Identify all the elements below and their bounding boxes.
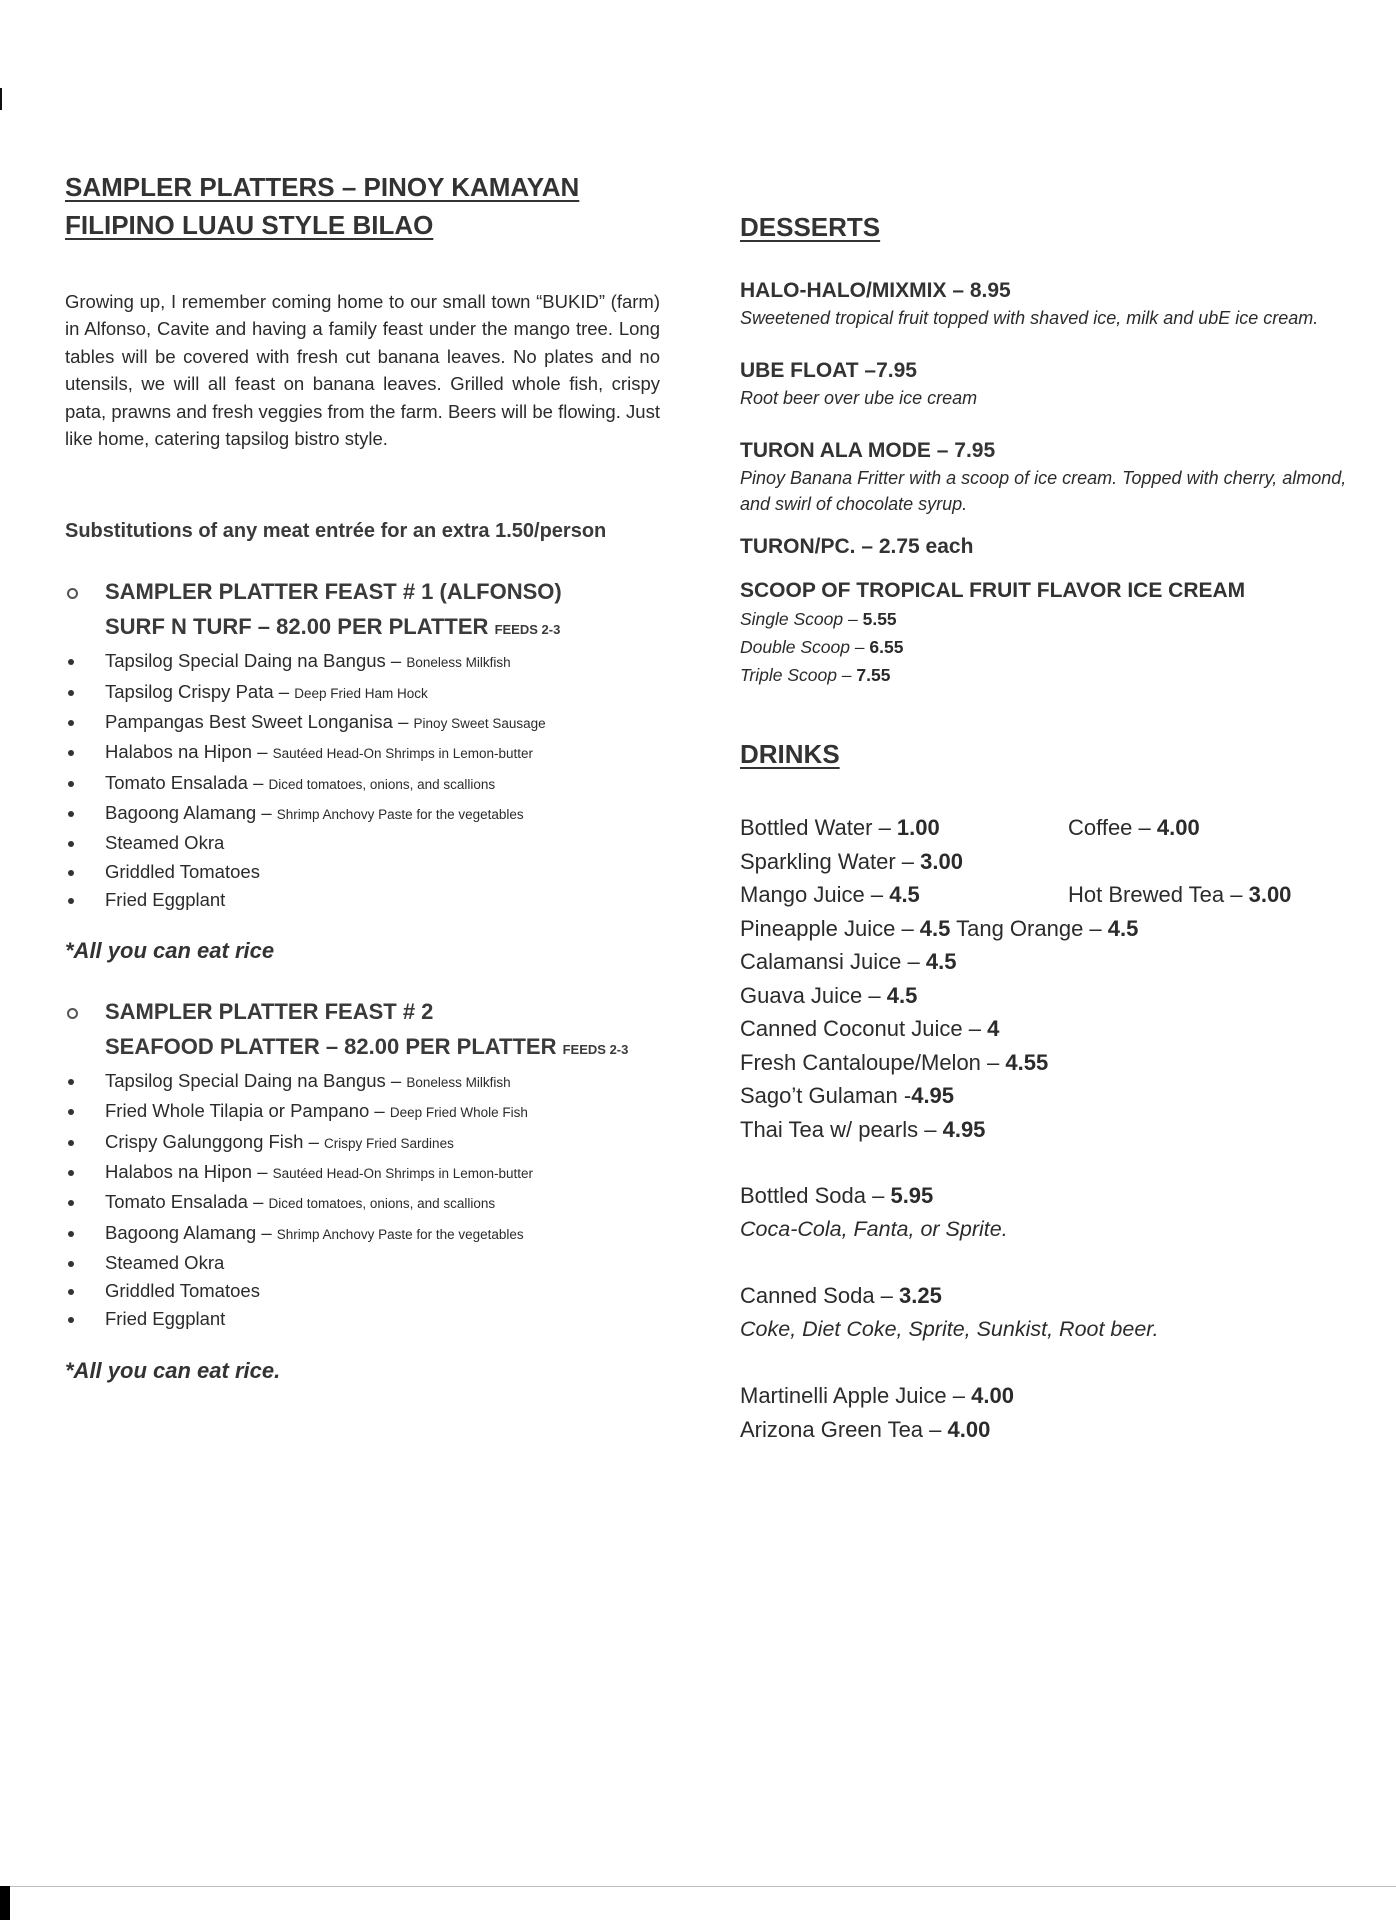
drink-price: 4.95: [911, 1083, 955, 1108]
circle-bullet-icon: [67, 588, 78, 599]
item-desc: Sautéed Head-On Shrimps in Lemon-butter: [272, 1166, 534, 1181]
drink-tang-orange: [950, 916, 1138, 941]
item-desc: Pinoy Sweet Sausage: [413, 716, 546, 732]
drink-row: [740, 1379, 1380, 1413]
list-item: [65, 738, 660, 768]
drink-row: [740, 811, 1380, 845]
item-desc: Shrimp Anchovy Paste for the vegetables: [276, 1226, 524, 1242]
dessert-ice-cream-scoops: [740, 577, 1380, 689]
dessert-halo-halo: [740, 277, 1380, 331]
desserts-drinks-column: [740, 210, 1380, 1446]
list-item: [65, 1067, 660, 1097]
list-item: [65, 647, 660, 677]
item-name: Fried Whole Tilapia or Pampano –: [105, 1100, 390, 1122]
dessert-name: UBE FLOAT –7.95: [740, 359, 917, 382]
item-name: Fried Eggplant: [105, 888, 226, 910]
drink-price: 4.00: [947, 1416, 991, 1442]
drink-name: Fresh Cantaloupe/Melon –: [740, 1049, 1006, 1075]
feast-2-feeds: FEEDS 2-3: [562, 1042, 629, 1058]
sampler-platters-column: [65, 168, 660, 1386]
drinks-list: [740, 811, 1380, 1446]
item-desc: Boneless Milkfish: [406, 655, 511, 671]
list-item: [65, 886, 660, 914]
item-name: Steamed Okra: [105, 1251, 225, 1273]
list-item: [65, 678, 660, 708]
drink-mango-juice: [740, 882, 920, 907]
drink-price: 4.00: [971, 1383, 1014, 1408]
drink-price: 4.00: [1156, 815, 1200, 840]
drink-name: Guava Juice –: [740, 982, 887, 1008]
scoop-label: Double Scoop –: [740, 637, 870, 657]
drink-name: Thai Tea w/ pearls –: [740, 1116, 943, 1142]
item-name: Crispy Galunggong Fish –: [105, 1130, 325, 1152]
feast-1-price: SURF N TURF – 82.00 PER PLATTER: [105, 614, 489, 640]
drink-price: 4.5: [919, 915, 951, 941]
dessert-ube-float: [740, 357, 1380, 411]
circle-bullet-icon: [67, 1008, 78, 1019]
drink-name: Sago’t Gulaman -: [740, 1083, 912, 1108]
feast-2-heading: [65, 994, 660, 1067]
dessert-turon-ala-mode: [740, 437, 1380, 517]
dessert-desc: Pinoy Banana Fritter with a scoop of ice cream. Topped with cherry, almond, and swirl of chocolate syrup.: [740, 468, 1347, 514]
feast-1-items: [65, 647, 660, 914]
list-item: [65, 799, 660, 829]
dessert-desc: Sweetened tropical fruit topped with shaved ice, milk and ubE ice cream.: [740, 308, 1319, 328]
drink-row: [740, 945, 1380, 979]
drink-row: [740, 845, 1380, 879]
feast-2-price: SEAFOOD PLATTER – 82.00 PER PLATTER: [105, 1034, 557, 1060]
scoop-label: Single Scoop –: [740, 609, 863, 629]
drink-row: [740, 1113, 1380, 1147]
drink-name: Calamansi Juice –: [740, 949, 926, 974]
list-item: [65, 1158, 660, 1188]
drink-name: Martinelli Apple Juice –: [740, 1383, 972, 1408]
feast-1-rice-note: *All you can eat rice: [65, 938, 275, 964]
item-name: Tapsilog Special Daing na Bangus –: [105, 1070, 407, 1092]
list-item: [65, 1249, 660, 1277]
list-item: [65, 1097, 660, 1127]
drink-bottled-water: [740, 815, 940, 840]
drink-row: [740, 1046, 1380, 1080]
list-item: [65, 1277, 660, 1305]
drink-row: [740, 979, 1380, 1013]
drink-price: 4.5: [886, 982, 918, 1008]
item-name: Fried Eggplant: [105, 1308, 226, 1330]
scan-bottom-line: [0, 1886, 1396, 1887]
drink-price: 1.00: [896, 815, 940, 840]
item-desc: Diced tomatoes, onions, and scallions: [268, 1196, 496, 1212]
list-item: [65, 858, 660, 886]
drink-row: [740, 1012, 1380, 1046]
list-item: [65, 769, 660, 799]
drink-name: Canned Soda –: [740, 1283, 900, 1308]
drink-price: 4.5: [1107, 915, 1139, 941]
scoop-price: 5.55: [862, 609, 897, 629]
other-drinks-group: [740, 1379, 1380, 1446]
item-name: Bagoong Alamang –: [105, 1221, 277, 1243]
drink-row: [740, 912, 1380, 946]
desserts-heading: DESSERTS: [740, 212, 881, 242]
scan-edge-mark: [0, 88, 2, 110]
drink-name: Sparkling Water –: [740, 848, 921, 874]
drink-desc: Coca-Cola, Fanta, or Sprite.: [740, 1216, 1008, 1241]
list-item: [65, 1219, 660, 1249]
list-item: [65, 1128, 660, 1158]
drink-price: 5.95: [890, 1183, 934, 1208]
item-name: Tapsilog Crispy Pata –: [105, 680, 295, 702]
drink-sparkling-water: [740, 849, 963, 874]
item-desc: Deep Fried Whole Fish: [389, 1105, 528, 1121]
drink-name: Pineapple Juice –: [740, 915, 920, 941]
list-item: [65, 1188, 660, 1218]
dessert-name: HALO-HALO/MIXMIX – 8.95: [740, 279, 1011, 302]
drink-name: Canned Coconut Juice –: [740, 1016, 988, 1041]
drink-name: Bottled Soda –: [740, 1183, 891, 1208]
bottled-soda-group: [740, 1179, 1380, 1246]
item-name: Tapsilog Special Daing na Bangus –: [105, 650, 407, 672]
item-desc: Deep Fried Ham Hock: [294, 685, 428, 701]
drink-name: Coffee –: [1068, 815, 1157, 840]
item-name: Steamed Okra: [105, 832, 225, 854]
drink-name: Arizona Green Tea –: [740, 1416, 948, 1442]
list-item: [65, 1305, 660, 1333]
scoop-option: [740, 661, 1380, 689]
item-name: Pampangas Best Sweet Longanisa –: [105, 711, 414, 733]
feast-1-price-line: [105, 609, 660, 647]
drink-price: 4.55: [1005, 1049, 1049, 1075]
item-name: Griddled Tomatoes: [105, 1280, 260, 1302]
list-item: [65, 829, 660, 857]
dessert-name: SCOOP OF TROPICAL FRUIT FLAVOR ICE CREAM: [740, 579, 1246, 602]
scan-bottom-bar: [0, 1886, 10, 1920]
drink-row: [740, 1413, 1380, 1447]
list-item: [65, 708, 660, 738]
item-desc: Shrimp Anchovy Paste for the vegetables: [276, 806, 524, 822]
page-title: [65, 168, 660, 244]
drink-pineapple-juice: [740, 916, 950, 941]
drink-price: 3.25: [899, 1283, 942, 1308]
item-desc: Crispy Fried Sardines: [324, 1135, 454, 1151]
drink-price: 4.5: [925, 949, 957, 974]
dessert-desc: Root beer over ube ice cream: [740, 388, 978, 408]
item-name: Halabos na Hipon –: [105, 1161, 273, 1182]
scoop-price: 7.55: [856, 665, 891, 685]
item-desc: Boneless Milkfish: [406, 1075, 511, 1091]
drink-name: Tang Orange –: [950, 915, 1108, 941]
item-name: Bagoong Alamang –: [105, 801, 277, 823]
feast-2-price-line: [105, 1029, 660, 1067]
item-desc: Sautéed Head-On Shrimps in Lemon-butter: [272, 746, 534, 762]
drink-row: [740, 1279, 1380, 1313]
dessert-name: TURON ALA MODE – 7.95: [740, 439, 996, 462]
drink-price: 4.5: [889, 882, 920, 907]
item-name: Tomato Ensalada –: [105, 771, 269, 793]
drink-price: 3.00: [920, 848, 963, 874]
scoop-price: 6.55: [869, 637, 904, 657]
title-line-1: SAMPLER PLATTERS – PINOY KAMAYAN: [65, 172, 580, 202]
drink-price: 3.00: [1248, 882, 1292, 907]
drink-name: Hot Brewed Tea –: [1068, 882, 1249, 907]
item-name: Tomato Ensalada –: [105, 1191, 269, 1213]
dessert-name: TURON/PC. – 2.75 each: [740, 535, 974, 558]
title-line-2: FILIPINO LUAU STYLE BILAO: [65, 210, 434, 240]
drink-desc: Coke, Diet Coke, Sprite, Sunkist, Root beer.: [740, 1316, 1159, 1341]
drink-row: [740, 1079, 1380, 1113]
scoop-option: [740, 633, 1380, 661]
drink-price: 4.95: [942, 1116, 986, 1142]
feast-2-items: [65, 1067, 660, 1334]
scoop-option: [740, 605, 1380, 633]
drink-price: 4: [987, 1016, 1000, 1041]
feast-1-heading: [65, 574, 660, 647]
drink-name: Mango Juice –: [740, 882, 890, 907]
item-name: Halabos na Hipon –: [105, 741, 273, 763]
intro-paragraph: Growing up, I remember coming home to our small town “BUKID” (farm) in Alfonso, Cavite and having a family feast under the mango tree. Long tables will be covered with fresh cut banana leaves. No plates and no utensils, we will all feast on banana leaves. Grilled whole fish, crispy pata, prawns and fresh veggies from the farm. Beers will be flowing. Just like home, catering tapsilog bistro style.: [65, 291, 660, 450]
drink-hot-brewed-tea: [1068, 878, 1291, 912]
scoop-label: Triple Scoop –: [740, 665, 857, 685]
dessert-turon-pc: [740, 533, 1380, 561]
drink-coffee: [1068, 811, 1200, 845]
feast-2-title: SAMPLER PLATTER FEAST # 2: [105, 999, 434, 1025]
feast-1-feeds: FEEDS 2-3: [494, 622, 561, 638]
feast-1-title: SAMPLER PLATTER FEAST # 1 (ALFONSO): [105, 579, 562, 605]
drink-row: [740, 1179, 1380, 1213]
item-name: Griddled Tomatoes: [105, 860, 260, 882]
item-desc: Diced tomatoes, onions, and scallions: [268, 776, 496, 792]
drink-row: [740, 878, 1380, 912]
drinks-heading: DRINKS: [740, 739, 840, 769]
drink-name: Bottled Water –: [740, 815, 897, 840]
feast-2-rice-note: *All you can eat rice.: [65, 1357, 281, 1383]
canned-soda-group: [740, 1279, 1380, 1346]
substitution-note: Substitutions of any meat entrée for an extra 1.50/person: [65, 520, 607, 543]
